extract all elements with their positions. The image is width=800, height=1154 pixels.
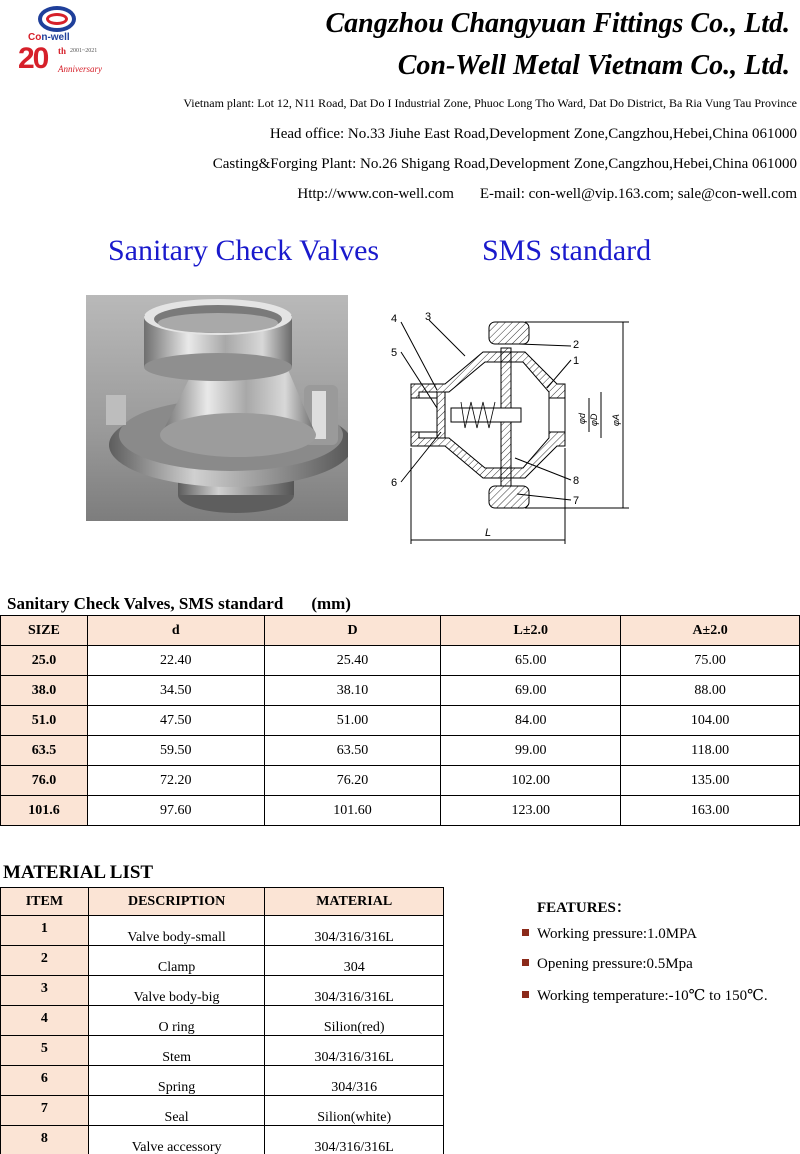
drawing-label-4: 4 bbox=[391, 313, 398, 325]
square-bullet-icon bbox=[522, 959, 529, 966]
size-table-title: Sanitary Check Valves, SMS standard (mm) bbox=[7, 594, 351, 613]
dim-label-D: φD bbox=[589, 413, 599, 426]
table-row bbox=[1, 946, 444, 976]
size-cell: 101.6 bbox=[1, 796, 88, 826]
drawing-label-3: 3 bbox=[425, 311, 432, 323]
table-row bbox=[1, 736, 800, 766]
table-cell: 102.00 bbox=[441, 766, 621, 796]
table-cell: 104.00 bbox=[621, 706, 800, 736]
logo-brand: Con-well bbox=[28, 32, 70, 43]
size-cell: 38.0 bbox=[1, 676, 88, 706]
table-row bbox=[1, 646, 800, 676]
square-bullet-icon bbox=[522, 929, 529, 936]
table-row bbox=[1, 976, 444, 1006]
company-name-1: Cangzhou Changyuan Fittings Co., Ltd. bbox=[325, 8, 790, 39]
table-cell: 59.50 bbox=[87, 736, 264, 766]
features-title: FEATURES： bbox=[537, 900, 631, 916]
table-cell: 25.40 bbox=[264, 646, 441, 676]
table-cell: 34.50 bbox=[87, 676, 264, 706]
size-table bbox=[0, 615, 800, 826]
material-cell: 304/316/316L bbox=[265, 976, 444, 1006]
column-header: A±2.0 bbox=[621, 616, 800, 646]
description-cell: Stem bbox=[88, 1036, 265, 1066]
size-table-header bbox=[1, 616, 800, 646]
dim-label-L: L bbox=[485, 527, 492, 539]
table-cell: 135.00 bbox=[621, 766, 800, 796]
column-header: L±2.0 bbox=[441, 616, 621, 646]
material-cell: Silion(white) bbox=[265, 1096, 444, 1126]
feature-item: Opening pressure:0.5Mpa bbox=[522, 956, 693, 973]
table-row bbox=[1, 1006, 444, 1036]
table-row bbox=[1, 766, 800, 796]
table-row bbox=[1, 706, 800, 736]
drawing-label-2: 2 bbox=[573, 339, 580, 351]
drawing-label-7: 7 bbox=[573, 495, 580, 507]
table-row bbox=[1, 916, 444, 946]
material-cell: 304/316/316L bbox=[265, 1036, 444, 1066]
table-cell: 72.20 bbox=[87, 766, 264, 796]
logo-years: 2001~2021 bbox=[70, 48, 98, 54]
description-cell: Clamp bbox=[88, 946, 265, 976]
item-cell: 7 bbox=[1, 1096, 89, 1126]
column-header: D bbox=[264, 616, 441, 646]
size-cell: 76.0 bbox=[1, 766, 88, 796]
item-cell: 5 bbox=[1, 1036, 89, 1066]
column-header: ITEM bbox=[1, 888, 89, 916]
description-cell: Valve accessory bbox=[88, 1126, 265, 1154]
table-cell: 123.00 bbox=[441, 796, 621, 826]
table-row bbox=[1, 1036, 444, 1066]
column-header: d bbox=[87, 616, 264, 646]
valve-cross-section-drawing bbox=[385, 308, 637, 548]
material-table-header bbox=[1, 888, 444, 916]
table-cell: 47.50 bbox=[87, 706, 264, 736]
description-cell: Spring bbox=[88, 1066, 265, 1096]
material-list-title: MATERIAL LIST bbox=[3, 862, 154, 883]
material-cell: 304 bbox=[265, 946, 444, 976]
page-title: Sanitary Check Valves bbox=[108, 234, 380, 267]
table-cell: 63.50 bbox=[264, 736, 441, 766]
drawing-label-1: 1 bbox=[573, 355, 580, 367]
square-bullet-icon bbox=[522, 991, 529, 998]
material-cell: 304/316/316L bbox=[265, 916, 444, 946]
table-cell: 97.60 bbox=[87, 796, 264, 826]
description-cell: Seal bbox=[88, 1096, 265, 1126]
description-cell: O ring bbox=[88, 1006, 265, 1036]
table-cell: 22.40 bbox=[87, 646, 264, 676]
company-logo bbox=[8, 4, 108, 84]
contact-line bbox=[297, 186, 797, 203]
table-cell: 118.00 bbox=[621, 736, 800, 766]
head-office-address: Head office: No.33 Jiuhe East Road,Development Zone,Cangzhou,Hebei,China 061000 bbox=[269, 126, 797, 142]
table-row bbox=[1, 676, 800, 706]
column-header: DESCRIPTION bbox=[88, 888, 265, 916]
table-cell: 38.10 bbox=[264, 676, 441, 706]
material-cell: 304/316 bbox=[265, 1066, 444, 1096]
table-cell: 69.00 bbox=[441, 676, 621, 706]
drawing-label-6: 6 bbox=[391, 477, 398, 489]
product-photo bbox=[86, 295, 348, 521]
casting-plant-address: Casting&Forging Plant: No.26 Shigang Road,Development Zone,Cangzhou,Hebei,China 061000 bbox=[212, 156, 797, 172]
table-cell: 65.00 bbox=[441, 646, 621, 676]
table-row bbox=[1, 1066, 444, 1096]
dim-label-A: φA bbox=[611, 414, 621, 426]
size-cell: 51.0 bbox=[1, 706, 88, 736]
table-cell: 76.20 bbox=[264, 766, 441, 796]
feature-item: Working pressure:1.0MPA bbox=[522, 926, 697, 943]
company-name-2: Con-Well Metal Vietnam Co., Ltd. bbox=[397, 50, 790, 81]
drawing-label-5: 5 bbox=[391, 347, 398, 359]
size-cell: 63.5 bbox=[1, 736, 88, 766]
size-cell: 25.0 bbox=[1, 646, 88, 676]
table-cell: 88.00 bbox=[621, 676, 800, 706]
website-link[interactable]: Http://www.con-well.com bbox=[297, 186, 454, 202]
description-cell: Valve body-big bbox=[88, 976, 265, 1006]
description-cell: Valve body-small bbox=[88, 916, 265, 946]
column-header: MATERIAL bbox=[265, 888, 444, 916]
logo-inner-ring-icon bbox=[46, 13, 68, 25]
email-text[interactable]: E-mail: con-well@vip.163.com; sale@con-well.com bbox=[479, 186, 797, 202]
material-cell: Silion(red) bbox=[265, 1006, 444, 1036]
drawing-label-8: 8 bbox=[573, 475, 580, 487]
feature-item: Working temperature:-10℃ to 150℃. bbox=[522, 986, 768, 1005]
column-header: SIZE bbox=[1, 616, 88, 646]
table-cell: 99.00 bbox=[441, 736, 621, 766]
item-cell: 1 bbox=[1, 916, 89, 946]
material-table bbox=[0, 887, 444, 1154]
dim-label-d: φd bbox=[577, 413, 587, 424]
item-cell: 3 bbox=[1, 976, 89, 1006]
item-cell: 2 bbox=[1, 946, 89, 976]
logo-anniversary: Anniversary bbox=[58, 64, 102, 74]
item-cell: 4 bbox=[1, 1006, 89, 1036]
table-cell: 51.00 bbox=[264, 706, 441, 736]
table-cell: 75.00 bbox=[621, 646, 800, 676]
item-cell: 6 bbox=[1, 1066, 89, 1096]
table-cell: 84.00 bbox=[441, 706, 621, 736]
table-row bbox=[1, 1096, 444, 1126]
table-row bbox=[1, 796, 800, 826]
table-cell: 163.00 bbox=[621, 796, 800, 826]
table-row bbox=[1, 1126, 444, 1154]
item-cell: 8 bbox=[1, 1126, 89, 1154]
logo-number: 20 bbox=[18, 42, 48, 75]
logo-suffix: th bbox=[58, 46, 67, 56]
material-cell: 304/316/316L bbox=[265, 1126, 444, 1154]
standard-title: SMS standard bbox=[482, 234, 652, 267]
table-cell: 101.60 bbox=[264, 796, 441, 826]
vietnam-plant-address: Vietnam plant: Lot 12, N11 Road, Dat Do I Industrial Zone, Phuoc Long Tho Ward, Dat Do District, Ba Ria Vung Tau Province bbox=[183, 96, 797, 110]
